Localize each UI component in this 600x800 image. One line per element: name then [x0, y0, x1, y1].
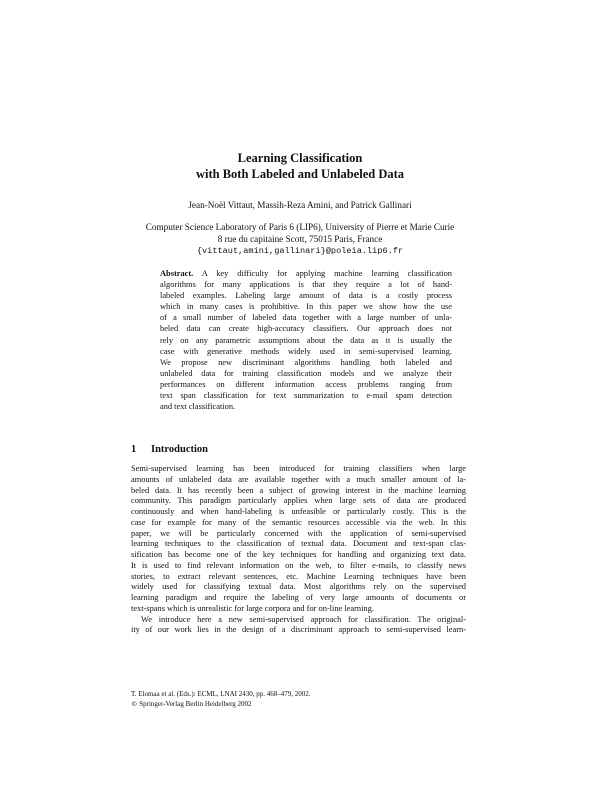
section-title: Introduction: [151, 444, 208, 455]
body-line: amounts of unlabeled data are available together with a much smaller amount of la-: [131, 474, 466, 484]
copyright-symbol: ©: [131, 700, 138, 708]
affiliation: Computer Science Laboratory of Paris 6 (LIP6), University of Pierre et Marie Curie: [145, 222, 455, 232]
paper-title: [0, 150, 600, 182]
author-list: Jean-Noël Vittaut, Massih-Reza Amini, and Patrick Gallinari: [188, 200, 412, 210]
abstract: [160, 268, 452, 412]
abstract-line: beled data can create high-accuracy classifiers. Our approach does not: [160, 324, 452, 334]
body-line: continuously and when hand-labeling is unfeasible or particularly costly. This is the: [131, 507, 466, 516]
body-line: stories, to extract relevant sentences, etc. Machine Learning techniques have been: [131, 571, 466, 581]
body-line: It is used to find relevant information on the web, to filter e-mails, to classify news: [131, 560, 466, 570]
body-line: case for example for many of the semantic resources accessible via the web. In this: [131, 517, 466, 527]
body-line: beled data. It has recently been a subject of growing interest in the machine learning: [131, 485, 466, 495]
body-line: paper, we will be particularly concerned with the application of semi-supervised: [131, 528, 466, 538]
abstract-line: which in many cases is prohibitive. In this paper we show how the use: [160, 302, 452, 312]
email: {vittaut,amini,gallinari}@poleia.lip6.fr: [196, 246, 404, 256]
abstract-line: unlabeled data for training classification models and we analyze their: [160, 368, 452, 378]
citation-note: T. Elomaa et al. (Eds.): ECML, LNAI 2430, pp. 468–479, 2002.: [131, 690, 311, 698]
body-line: Semi-supervised learning has been introduced for training classifiers when large: [131, 464, 466, 473]
section-number: 1: [131, 444, 137, 455]
abstract-line: case with generative methods widely used in semi-supervised learning.: [160, 346, 452, 356]
abstract-line: We propose new discriminant algorithms handling both labeled and: [160, 357, 452, 367]
address: 8 rue du capitaine Scott, 75015 Paris, France: [217, 234, 383, 244]
title-line-2: with Both Labeled and Unlabeled Data: [195, 167, 405, 181]
copyright-text: Springer-Verlag Berlin Heidelberg 2002: [137, 700, 252, 708]
body-line: learning techniques to the classification of textual data. Document and text-span clas-: [131, 539, 466, 549]
body-line: We introduce here a new semi-supervised approach for classification. The original-: [141, 614, 466, 624]
affiliation-block: [0, 221, 600, 257]
abstract-line: algorithms for many applications is that they require a lot of hand-: [160, 280, 452, 290]
body-line: widely used for classifying textual data. Most algorithms rely on the supervised: [131, 582, 466, 592]
abstract-line: rely on any parametric assumptions about the data as it is usually the: [160, 335, 452, 345]
abstract-line: Abstract. A key difficulty for applying machine learning classification: [160, 269, 452, 278]
abstract-line: and text classification.: [160, 402, 236, 412]
abstract-line: text span classification for text summarization to e-mail spam detection: [160, 391, 452, 401]
body-line: ity of our work lies in the design of a discriminant approach to semi-supervised learn-: [131, 625, 466, 635]
body-line: text-spans which is unrealistic for large corpora and for on-line learning.: [131, 603, 374, 613]
body-line: community. This paradigm particularly applies when large sets of data are produced: [131, 496, 466, 506]
body-line: learning paradigm and require the labeling of very large amounts of documents or: [131, 593, 466, 602]
copyright-note: [131, 699, 311, 709]
body-text: [131, 464, 466, 636]
body-line: sification has become one of the key techniques for handling and organizing text data.: [131, 550, 466, 559]
abstract-line: labeled examples. Labeling large amount of data is a costly process: [160, 291, 452, 301]
footer-notes: [131, 689, 311, 709]
abstract-label: Abstract.: [160, 269, 194, 278]
abstract-line: of a small number of labeled data together with a large number of unla-: [160, 313, 452, 323]
section-heading: [131, 444, 208, 455]
title-line-1: Learning Classification: [237, 151, 363, 165]
abstract-line: performances on different information access problems ranging from: [160, 379, 452, 389]
